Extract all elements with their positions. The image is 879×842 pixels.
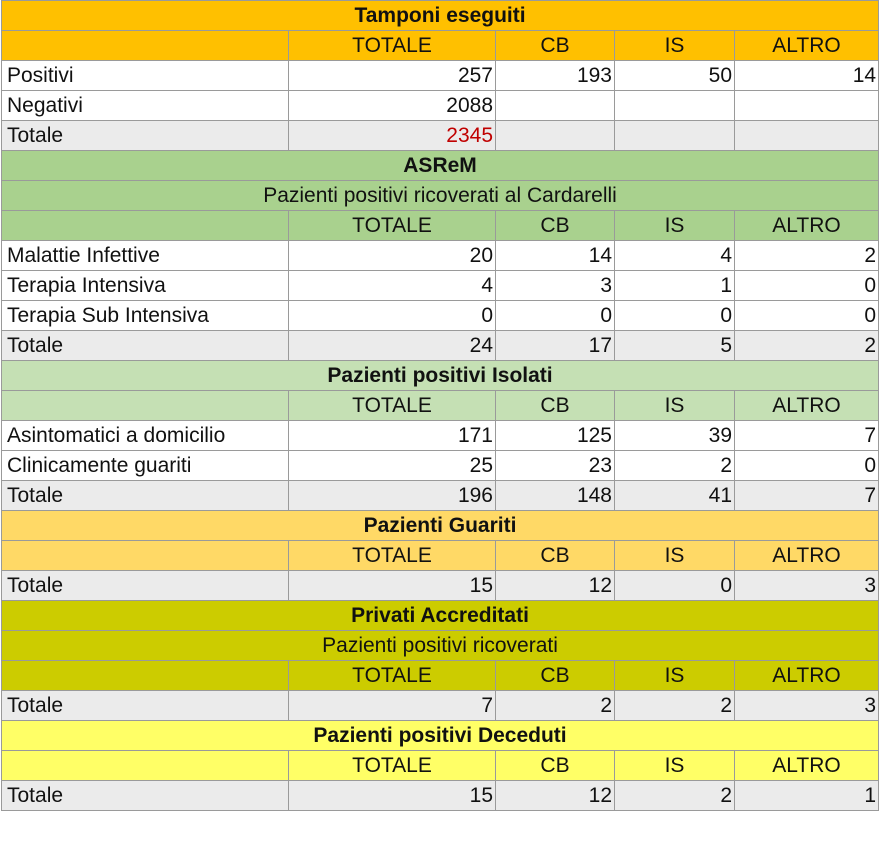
- cell-totale: 20: [289, 241, 496, 271]
- cell-is: [615, 121, 735, 151]
- cell-cb: 3: [496, 271, 615, 301]
- section-deceduti-title-row: [2, 721, 879, 751]
- cell-altro: 0: [735, 301, 879, 331]
- cell-cb: 148: [496, 481, 615, 511]
- col-header-is: IS: [615, 661, 735, 691]
- empty-header-cell: [2, 391, 289, 421]
- section-privati-subtitle-row: [2, 631, 879, 661]
- table-row: [2, 301, 879, 331]
- col-header-altro: ALTRO: [735, 541, 879, 571]
- table-row: [2, 451, 879, 481]
- section-privati-title-row: [2, 601, 879, 631]
- cell-cb: [496, 121, 615, 151]
- cell-altro: 7: [735, 421, 879, 451]
- cell-altro: 14: [735, 61, 879, 91]
- cell-altro: 3: [735, 691, 879, 721]
- section-title: Privati Accreditati: [2, 601, 879, 631]
- cell-totale: 4: [289, 271, 496, 301]
- total-row: [2, 691, 879, 721]
- table-row: [2, 421, 879, 451]
- cell-is: 2: [615, 781, 735, 811]
- cell-totale: 25: [289, 451, 496, 481]
- cell-totale: 171: [289, 421, 496, 451]
- cell-cb: 23: [496, 451, 615, 481]
- col-header-totale: TOTALE: [289, 391, 496, 421]
- col-header-totale: TOTALE: [289, 751, 496, 781]
- section-asrem-title-row: [2, 151, 879, 181]
- column-header-row: [2, 751, 879, 781]
- cell-altro: 0: [735, 451, 879, 481]
- col-header-totale: TOTALE: [289, 31, 496, 61]
- col-header-cb: CB: [496, 211, 615, 241]
- section-title: Pazienti Guariti: [2, 511, 879, 541]
- col-header-cb: CB: [496, 391, 615, 421]
- row-label: Totale: [2, 121, 289, 151]
- cell-altro: 2: [735, 241, 879, 271]
- cell-is: 2: [615, 691, 735, 721]
- cell-is: 0: [615, 301, 735, 331]
- cell-totale: 2088: [289, 91, 496, 121]
- table-row: [2, 271, 879, 301]
- cell-cb: [496, 91, 615, 121]
- col-header-cb: CB: [496, 541, 615, 571]
- cell-altro: 1: [735, 781, 879, 811]
- empty-header-cell: [2, 661, 289, 691]
- section-subtitle: Pazienti positivi ricoverati al Cardarelli: [2, 181, 879, 211]
- cell-cb: 17: [496, 331, 615, 361]
- table-row: [2, 91, 879, 121]
- empty-header-cell: [2, 211, 289, 241]
- cell-cb: 125: [496, 421, 615, 451]
- column-header-row: [2, 211, 879, 241]
- col-header-cb: CB: [496, 751, 615, 781]
- col-header-is: IS: [615, 751, 735, 781]
- empty-header-cell: [2, 31, 289, 61]
- cell-totale-highlight: 2345: [289, 121, 496, 151]
- col-header-altro: ALTRO: [735, 211, 879, 241]
- row-label: Totale: [2, 481, 289, 511]
- total-row: [2, 781, 879, 811]
- cell-cb: 14: [496, 241, 615, 271]
- cell-cb: 0: [496, 301, 615, 331]
- col-header-is: IS: [615, 31, 735, 61]
- col-header-altro: ALTRO: [735, 661, 879, 691]
- row-label: Totale: [2, 781, 289, 811]
- cell-totale: 0: [289, 301, 496, 331]
- cell-totale: 7: [289, 691, 496, 721]
- row-label: Totale: [2, 571, 289, 601]
- cell-is: 39: [615, 421, 735, 451]
- cell-is: 1: [615, 271, 735, 301]
- cell-cb: 2: [496, 691, 615, 721]
- row-label: Terapia Intensiva: [2, 271, 289, 301]
- cell-is: 50: [615, 61, 735, 91]
- section-subtitle: Pazienti positivi ricoverati: [2, 631, 879, 661]
- cell-is: [615, 91, 735, 121]
- column-header-row: [2, 31, 879, 61]
- section-title: ASReM: [2, 151, 879, 181]
- cell-altro: 2: [735, 331, 879, 361]
- section-guariti-title-row: [2, 511, 879, 541]
- row-label: Totale: [2, 331, 289, 361]
- cell-altro: 7: [735, 481, 879, 511]
- empty-header-cell: [2, 751, 289, 781]
- section-title: Pazienti positivi Isolati: [2, 361, 879, 391]
- cell-altro: 3: [735, 571, 879, 601]
- col-header-altro: ALTRO: [735, 391, 879, 421]
- column-header-row: [2, 391, 879, 421]
- col-header-totale: TOTALE: [289, 211, 496, 241]
- col-header-is: IS: [615, 211, 735, 241]
- row-label: Totale: [2, 691, 289, 721]
- col-header-totale: TOTALE: [289, 541, 496, 571]
- total-row: [2, 571, 879, 601]
- section-asrem-subtitle-row: [2, 181, 879, 211]
- col-header-cb: CB: [496, 661, 615, 691]
- empty-header-cell: [2, 541, 289, 571]
- col-header-totale: TOTALE: [289, 661, 496, 691]
- column-header-row: [2, 541, 879, 571]
- cell-altro: 0: [735, 271, 879, 301]
- cell-cb: 12: [496, 781, 615, 811]
- col-header-is: IS: [615, 541, 735, 571]
- cell-totale: 24: [289, 331, 496, 361]
- total-row: [2, 121, 879, 151]
- cell-is: 2: [615, 451, 735, 481]
- section-title: Tamponi eseguiti: [2, 1, 879, 31]
- cell-totale: 15: [289, 571, 496, 601]
- table-row: [2, 61, 879, 91]
- section-isolati-title-row: [2, 361, 879, 391]
- column-header-row: [2, 661, 879, 691]
- col-header-is: IS: [615, 391, 735, 421]
- row-label: Negativi: [2, 91, 289, 121]
- table-row: [2, 241, 879, 271]
- row-label: Clinicamente guariti: [2, 451, 289, 481]
- cell-is: 5: [615, 331, 735, 361]
- cell-is: 0: [615, 571, 735, 601]
- section-tamponi-title-row: [2, 1, 879, 31]
- covid-report-table: [1, 0, 879, 811]
- section-title: Pazienti positivi Deceduti: [2, 721, 879, 751]
- cell-totale: 15: [289, 781, 496, 811]
- cell-is: 41: [615, 481, 735, 511]
- cell-altro: [735, 91, 879, 121]
- cell-totale: 196: [289, 481, 496, 511]
- row-label: Terapia Sub Intensiva: [2, 301, 289, 331]
- col-header-altro: ALTRO: [735, 31, 879, 61]
- cell-cb: 12: [496, 571, 615, 601]
- cell-is: 4: [615, 241, 735, 271]
- row-label: Malattie Infettive: [2, 241, 289, 271]
- col-header-cb: CB: [496, 31, 615, 61]
- cell-totale: 257: [289, 61, 496, 91]
- total-row: [2, 481, 879, 511]
- cell-altro: [735, 121, 879, 151]
- total-row: [2, 331, 879, 361]
- cell-cb: 193: [496, 61, 615, 91]
- row-label: Asintomatici a domicilio: [2, 421, 289, 451]
- col-header-altro: ALTRO: [735, 751, 879, 781]
- row-label: Positivi: [2, 61, 289, 91]
